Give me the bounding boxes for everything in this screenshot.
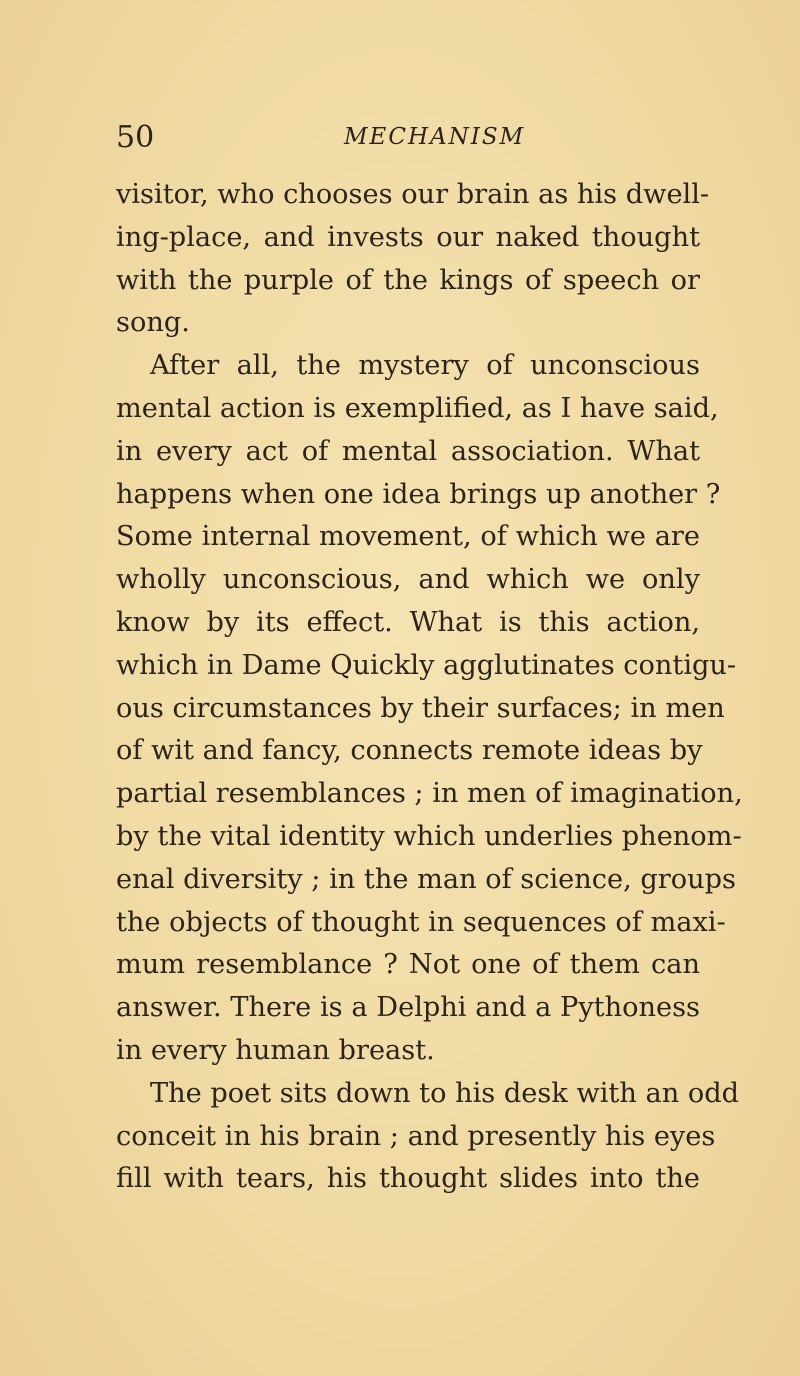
text-line: After all, the mystery of unconscious xyxy=(150,350,700,382)
text-line: the objects of thought in sequences of maxi- xyxy=(116,906,726,938)
text-line: in every human breast. xyxy=(116,1034,435,1066)
page-header xyxy=(116,120,696,160)
text-line: conceit in his brain ; and presently his eyes xyxy=(116,1120,716,1152)
text-line: answer. There is a Delphi and a Pythoness xyxy=(116,992,700,1024)
text-line: happens when one idea brings up another ? xyxy=(116,478,721,510)
text-line: mum resemblance ? Not one of them can xyxy=(116,949,700,981)
text-line: wholly unconscious, and which we only xyxy=(116,564,700,596)
text-line: by the vital identity which underlies phenom- xyxy=(116,820,742,852)
text-line: know by its effect. What is this action, xyxy=(116,606,700,638)
text-line: fill with tears, his thought slides into the xyxy=(116,1163,700,1195)
body-text xyxy=(116,174,743,1201)
text-line: Some internal movement, of which we are xyxy=(116,521,700,553)
text-line: of wit and fancy, connects remote ideas by xyxy=(116,735,703,767)
page-number: 50 xyxy=(116,120,155,155)
running-head: MECHANISM xyxy=(344,124,526,150)
text-line: with the purple of the kings of speech or xyxy=(116,264,700,296)
text-line: in every act of mental association. What xyxy=(116,435,700,467)
text-line: The poet sits down to his desk with an odd xyxy=(150,1077,740,1109)
text-line: enal diversity ; in the man of science, groups xyxy=(116,863,737,895)
text-line: ing-place, and invests our naked thought xyxy=(116,221,700,253)
text-line: which in Dame Quickly agglutinates contigu- xyxy=(116,649,737,681)
text-line: song. xyxy=(116,307,190,339)
text-line: ous circumstances by their surfaces; in men xyxy=(116,692,725,724)
text-line: visitor, who chooses our brain as his dwell- xyxy=(116,179,710,210)
text-line: partial resemblances ; in men of imagination, xyxy=(116,778,743,810)
text-line: mental action is exemplified, as I have said, xyxy=(116,392,719,424)
